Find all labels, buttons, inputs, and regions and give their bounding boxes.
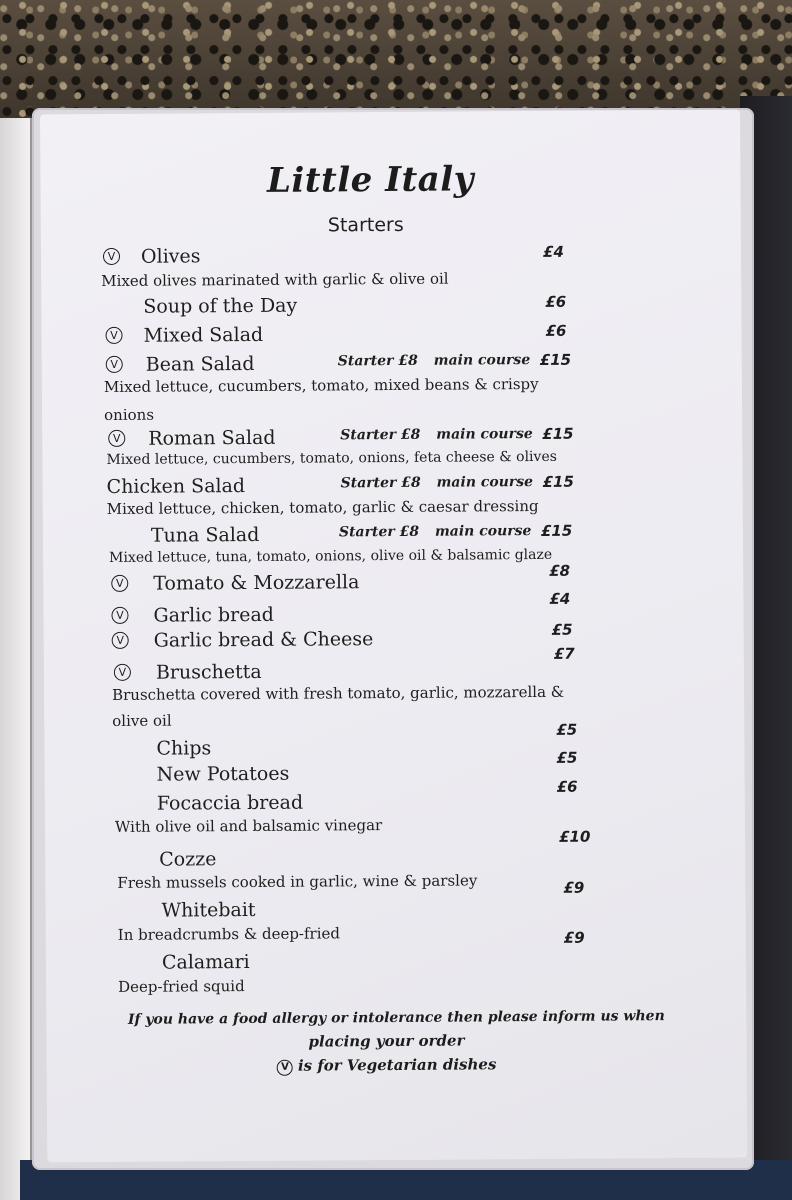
vegetarian-icon: V <box>105 327 122 344</box>
item-name: Whitebait <box>161 898 256 922</box>
item-name: Bruschetta <box>155 660 262 684</box>
item-price: £15 <box>539 350 572 369</box>
vegetarian-icon: V <box>106 356 123 373</box>
item-description: In breadcrumbs & deep-fried <box>117 924 341 944</box>
vegetarian-icon: V <box>111 607 128 624</box>
item-price: £7 <box>553 644 575 663</box>
item-price: £6 <box>556 777 578 796</box>
menu-item-tomato-mozzarella <box>43 561 743 604</box>
item-name: Mixed Salad <box>143 323 264 347</box>
item-price: £15 <box>540 521 573 540</box>
vegetarian-icon: V <box>114 664 131 681</box>
item-price: £9 <box>563 928 585 947</box>
menu-item-soup <box>41 294 741 327</box>
starter-price: Starter £8 <box>340 474 421 492</box>
menu-item-mixed-salad <box>41 323 741 356</box>
item-price: £6 <box>545 321 567 340</box>
item-name: Garlic bread & Cheese <box>153 628 374 652</box>
item-description: Mixed lettuce, chicken, tomato, garlic & caesar dressing <box>106 496 539 518</box>
item-price: £4 <box>549 589 571 608</box>
allergy-notice: If you have a food allergy or intolerance then please inform us when <box>127 1008 665 1028</box>
item-name: Roman Salad <box>148 426 276 450</box>
vegetarian-icon: V <box>108 430 125 447</box>
item-name: Garlic bread <box>153 603 274 627</box>
item-price: £10 <box>559 827 591 846</box>
restaurant-title: Little Italy <box>266 159 475 201</box>
item-description-cont: onions <box>104 405 155 425</box>
vegetarian-legend-text: is for Vegetarian dishes <box>297 1055 497 1075</box>
item-name: Chips <box>156 737 212 760</box>
section-title: Starters <box>327 213 404 237</box>
item-price: £6 <box>545 292 567 311</box>
item-price: £5 <box>551 620 573 639</box>
item-name: Tuna Salad <box>150 523 260 547</box>
item-name: Soup of the Day <box>143 294 298 318</box>
vegetarian-legend <box>47 1054 727 1078</box>
main-course-label: main course <box>436 426 533 443</box>
item-price: £5 <box>556 720 578 739</box>
item-description: Bruschetta covered with fresh tomato, garlic, mozzarella & <box>112 682 565 704</box>
vegetarian-icon: V <box>111 575 128 592</box>
item-name: Olives <box>140 245 201 268</box>
item-description: Deep-fried squid <box>118 977 245 996</box>
item-description: Mixed lettuce, cucumbers, tomato, mixed beans & crispy <box>103 374 539 397</box>
starter-price: Starter £8 <box>337 352 418 370</box>
menu-item-garlic-bread-cheese <box>44 620 744 661</box>
item-name: Cozze <box>159 848 217 871</box>
item-description: Mixed lettuce, tuna, tomato, onions, olive oil & balsamic glaze <box>109 546 553 566</box>
starter-price: Starter £8 <box>340 426 421 444</box>
item-name: Calamari <box>161 951 250 974</box>
item-description: Mixed olives marinated with garlic & olive oil <box>101 269 449 291</box>
item-price: £8 <box>549 561 571 580</box>
item-price: £15 <box>542 472 574 491</box>
menu-page <box>40 110 747 1163</box>
item-price: £5 <box>556 748 578 767</box>
allergy-notice-cont: placing your order <box>308 1031 465 1051</box>
item-name: Focaccia bread <box>156 791 304 815</box>
main-course-label: main course <box>433 352 531 369</box>
vegetarian-icon: V <box>277 1060 293 1076</box>
item-name: New Potatoes <box>156 762 290 786</box>
main-course-label: main course <box>434 523 532 540</box>
starter-price: Starter £8 <box>338 523 420 541</box>
item-description: With olive oil and balsamic vinegar <box>114 816 383 836</box>
item-name: Chicken Salad <box>106 475 246 498</box>
item-price: £15 <box>542 424 574 443</box>
item-name: Tomato & Mozzarella <box>153 571 360 595</box>
item-description: Fresh mussels cooked in garlic, wine & parsley <box>117 871 478 892</box>
vegetarian-icon: V <box>103 248 120 265</box>
item-description: Mixed lettuce, cucumbers, tomato, onions, feta cheese & olives <box>106 448 557 468</box>
item-price: £4 <box>542 242 564 261</box>
item-name: Bean Salad <box>145 352 255 376</box>
item-description-cont: olive oil <box>112 711 172 730</box>
item-price: £9 <box>563 878 585 897</box>
main-course-label: main course <box>436 474 534 491</box>
left-menu-page <box>0 118 32 1200</box>
vegetarian-icon: V <box>112 632 129 649</box>
